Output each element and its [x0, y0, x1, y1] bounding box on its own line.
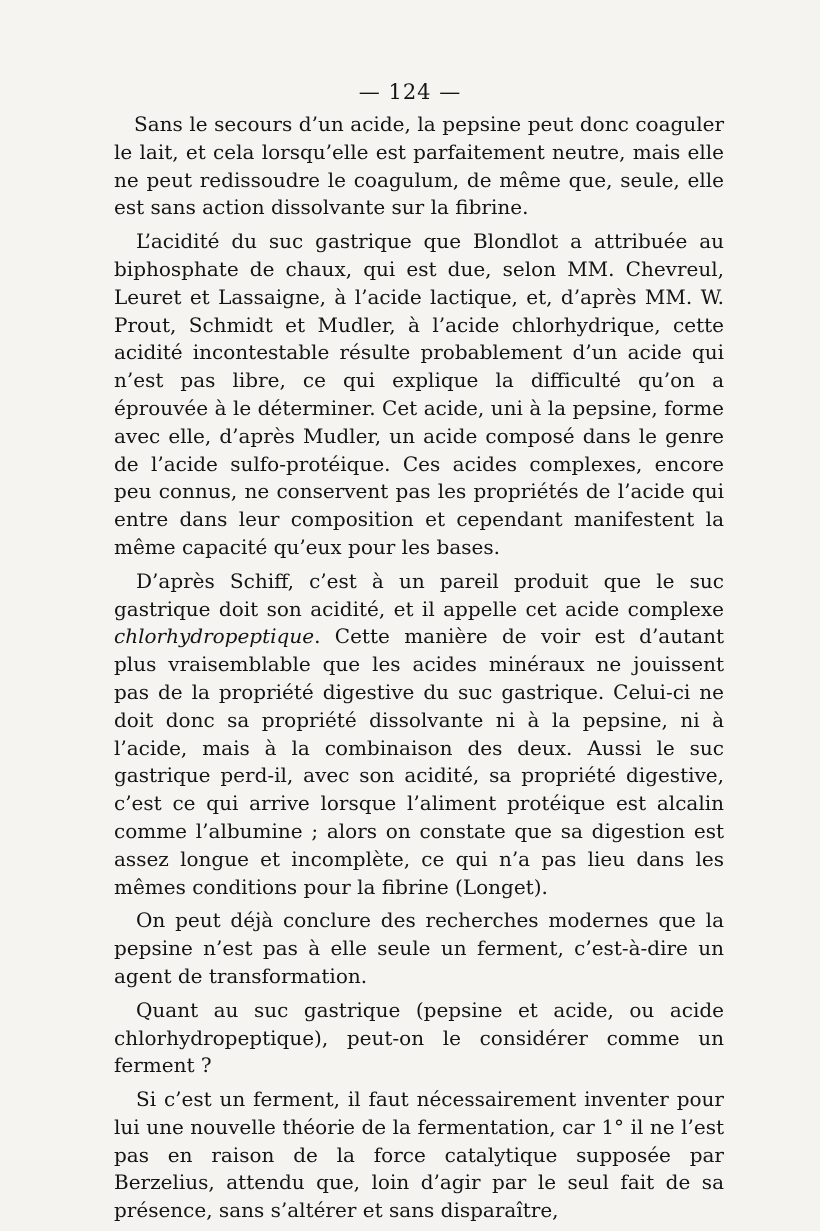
paragraph-3-emphasis: chlorhydropeptique — [114, 624, 315, 649]
page-number: — 124 — — [358, 80, 462, 104]
paragraph-3-before: D’après Schiff, c’est à un pareil produit que le suc gastrique doit son acidité, et il appelle cet acide complexe — [114, 568, 724, 621]
paragraph-3 — [114, 568, 724, 902]
paragraph-2: L’acidité du suc gastrique que Blondlot a attribuée au biphosphate de chaux, qui est due, selon MM. Chevreul, Leuret et Lassaigne, à l’acide lactique, et, d’après MM. W. Prout, Schmidt et Mudler, à l’acide chlorhydrique, cette acidité incontestable résulte probablement d’un acide qui n’est pas libre, ce qui explique la difficulté qu’on a éprouvée à le déterminer. Cet acide, uni à la pepsine, forme avec elle, d’après Mudler, un acide composé dans le genre de l’acide sulfo-protéique. Ces acides complexes, encore peu connus, ne conservent pas les propriétés de l’acide qui entre dans leur composition et cependant manifestent la même capacité qu’eux pour les bases. — [114, 229, 724, 559]
paragraph-5: Quant au suc gastrique (pepsine et acide, ou acide chlorhydropeptique), peut-on le considérer comme un ferment ? — [114, 997, 724, 1078]
paragraph-1: Sans le secours d’un acide, la pepsine peut donc coaguler le lait, et cela lorsqu’elle est parfaitement neutre, mais elle ne peut redissoudre le coagulum, de même que, seule, elle est sans action dissolvante sur la fibrine. — [114, 112, 724, 220]
paragraph-6: Si c’est un ferment, il faut nécessairement inventer pour lui une nouvelle théorie de la fermentation, car 1° il ne l’est pas en raison de la force catalytique supposée par Berzelius, attendu que, loin d’agir par le seul fait de sa présence, sans s’altérer et sans disparaître, — [114, 1087, 724, 1223]
body-text — [114, 111, 724, 1231]
paragraph-4: On peut déjà conclure des recherches modernes que la pepsine n’est pas à elle seule un ferment, c’est-à-dire un agent de transformation. — [114, 908, 724, 988]
paragraph-3-after: . Cette manière de voir est d’autant plus vraisemblable que les acides minéraux ne jouissent pas de la propriété digestive du suc gastrique. Celui-ci ne doit donc sa propriété dissolvante ni à la pepsine, ni à l’acide, mais à la combinaison des deux. Aussi le suc gastrique perd-il, avec son acidité, sa propriété digestive, c’est ce qui arrive lorsque l’aliment protéique est alcalin comme l’albumine ; alors on constate que sa digestion est assez longue et incomplète, ce qui n’a pas lieu dans les mêmes conditions pour la fibrine (Longet). — [114, 624, 724, 899]
